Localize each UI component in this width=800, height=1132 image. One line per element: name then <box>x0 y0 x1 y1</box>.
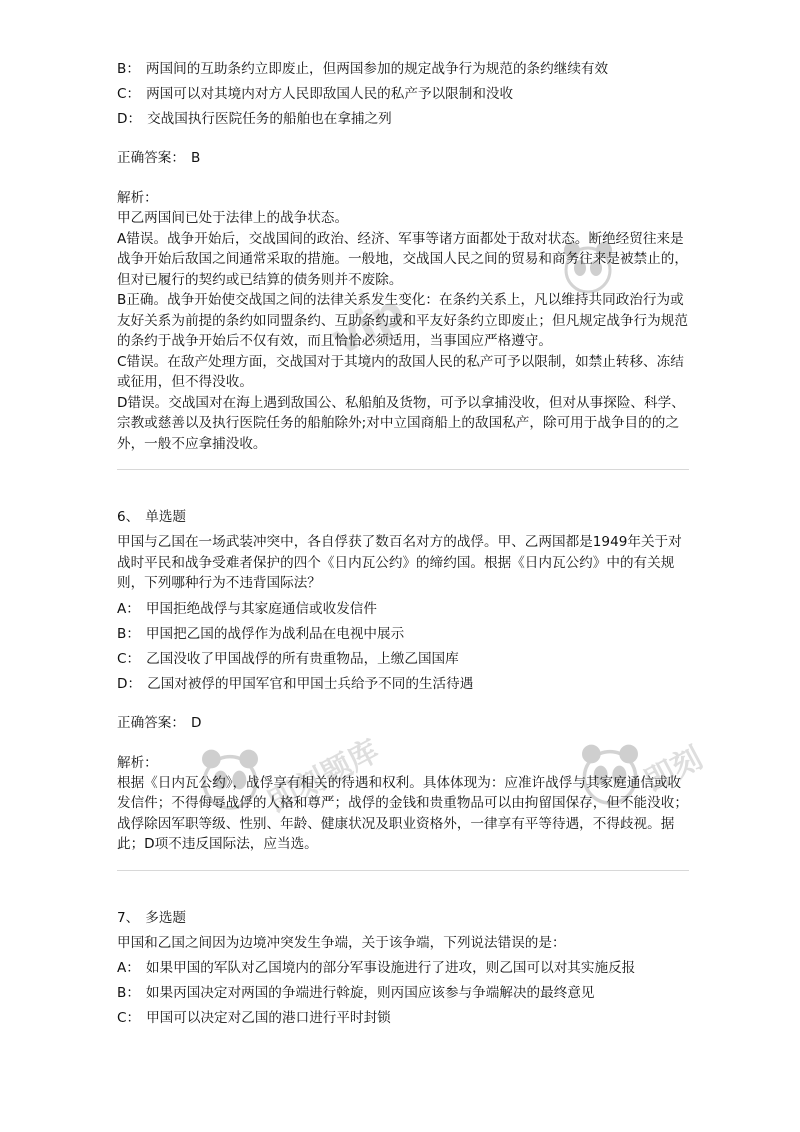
question-header: 7、 多选题 <box>117 909 187 926</box>
divider <box>117 469 689 470</box>
option-d: D： 交战国执行医院任务的船舶也在拿捕之列 <box>117 111 392 127</box>
question-6 <box>117 508 689 855</box>
correct-answer: 正确答案： D <box>117 714 202 731</box>
option-b: B： 两国间的互助条约立即废止，但两国参加的规定战争行为规范的条约继续有效 <box>117 61 609 77</box>
option-c: C： 乙国没收了甲国战俘的所有贵重物品，上缴乙国国库 <box>117 650 459 667</box>
option-c: C： 甲国可以决定对乙国的港口进行平时封锁 <box>117 1010 391 1026</box>
option-c: C： 两国可以对其境内对方人民即敌国人民的私产予以限制和没收 <box>117 86 514 102</box>
option-b: B： 甲国把乙国的战俘作为战利品在电视中展示 <box>117 625 405 642</box>
analysis-paragraph: A错误。战争开始后，交战国间的政治、经济、军事等诸方面都处于敌对状态。断绝经贸往来是战争开始后敌国之间通常采取的措施。一般地，交战国人民之间的贸易和商务往来是被禁止的，但对已履行的契约或已结算的债务则并不废除。 <box>117 230 688 288</box>
analysis-paragraph: 根据《日内瓦公约》，战俘享有相关的待遇和权利。具体体现为：应准许战俘与其家庭通信或收发信件；不得侮辱战俘的人格和尊严；战俘的金钱和贵重物品可以由拘留国保存，但不能没收；战俘除因军职等级、性别、年龄、健康状况及职业资格外，一律享有平等待遇，不得歧视。据此；D项不违反国际法，应当选。 <box>117 774 688 852</box>
option-a: A： 甲国拒绝战俘与其家庭通信或收发信件 <box>117 600 377 617</box>
document-page <box>117 60 689 1034</box>
question-header: 6、 单选题 <box>117 509 187 525</box>
option-b: B： 如果丙国决定对两国的争端进行斡旋，则丙国应该参与争端解决的最终意见 <box>117 985 595 1001</box>
watermark-text: 即刻题库 <box>262 733 385 821</box>
analysis-paragraph: B正确。战争开始使交战国之间的法律关系发生变化：在条约关系上，凡以维持共同政治行为或友好关系为前提的条约如同盟条约、互助条约或和平友好条约立即废止；但凡规定战争行为规范的条约于战争开始后不仅有效，而且恰恰必须适用，当事国应严格遵守。 <box>117 292 688 349</box>
question-text: 甲国与乙国在一场武装冲突中，各自俘获了数百名对方的战俘。甲、乙两国都是1949年关于对战时平民和战争受难者保护的四个《日内瓦公约》的缔约国。根据《日内瓦公约》中的有关规则，下列哪种行为不违背国际法？ <box>117 534 682 591</box>
analysis-paragraph: D错误。交战国对在海上遇到敌国公、私船舶及货物，可予以拿捕没收，但对从事探险、科学、宗教或慈善以及执行医院任务的船舶除外;对中立国商船上的敌国私产，除可用于战争目的的之外，一般不应拿捕没收。 <box>117 394 685 452</box>
watermark-text: 即刻 <box>638 740 709 800</box>
watermark-text: vip <box>322 285 413 366</box>
question-text: 甲国和乙国之间因为边境冲突发生争端，关于该争端，下列说法错误的是： <box>117 934 566 951</box>
analysis-paragraph: C错误。在敌产处理方面，交战国对于其境内的敌国人民的私产可予以限制，如禁止转移、冻结或征用，但不得没收。 <box>117 353 684 390</box>
question-7 <box>117 909 689 1029</box>
question-5 <box>117 60 689 454</box>
analysis-paragraph: 甲乙两国间已处于法律上的战争状态。 <box>117 210 349 226</box>
analysis-label: 解析： <box>117 754 158 771</box>
option-a: A： 如果甲国的军队对乙国境内的部分军事设施进行了进攻，则乙国可以对其实施反报 <box>117 960 636 976</box>
correct-answer: 正确答案： B <box>117 150 201 166</box>
analysis-label: 解析： <box>117 190 158 206</box>
option-d: D： 乙国对被俘的甲国军官和甲国士兵给予不同的生活待遇 <box>117 675 474 692</box>
divider <box>117 870 689 871</box>
